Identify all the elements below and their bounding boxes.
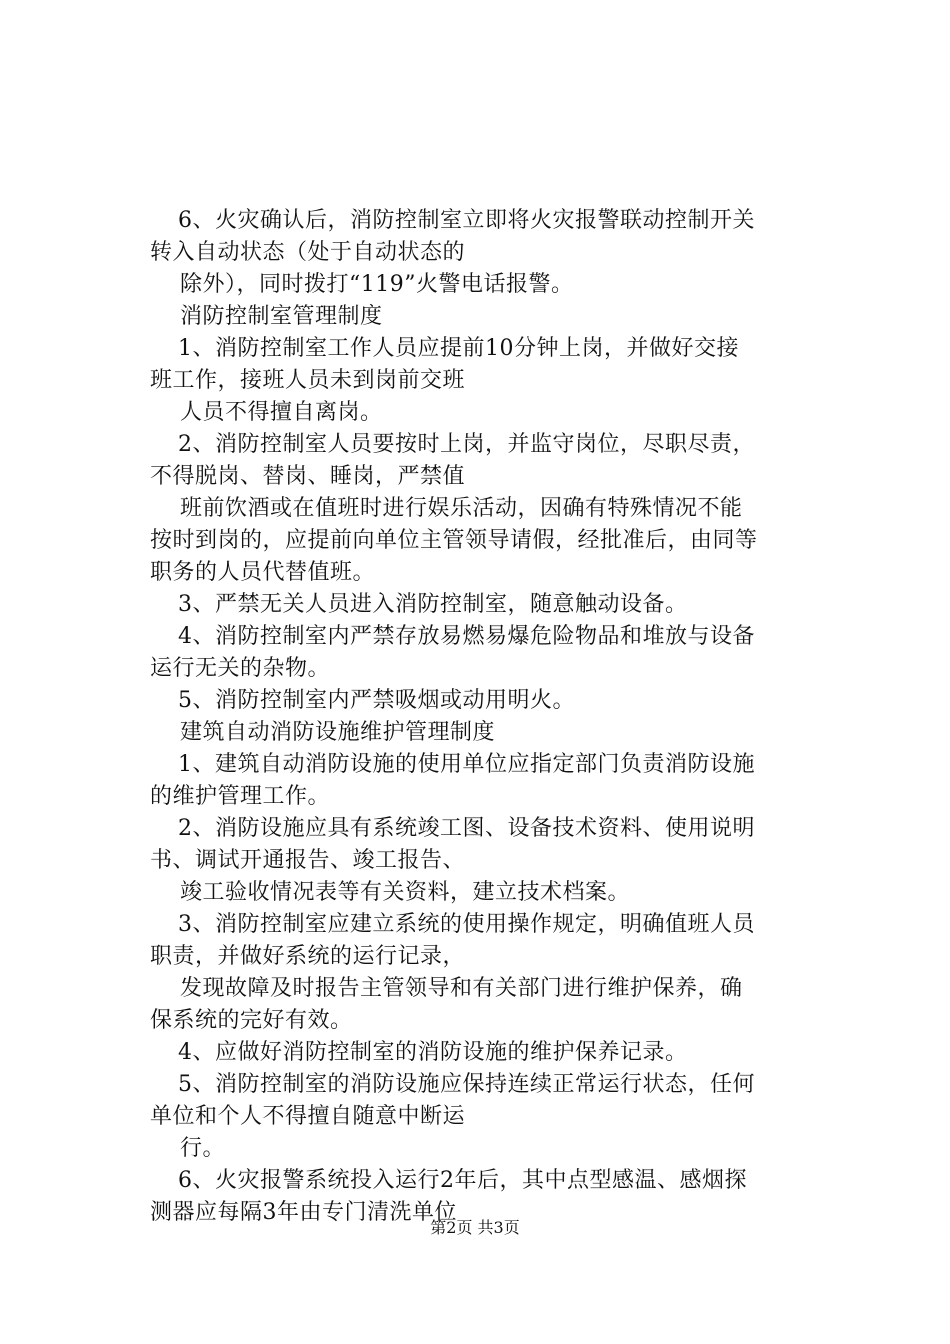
page-footer: 第2页 共3页 xyxy=(430,1218,520,1237)
text-line: 保系统的完好有效。 xyxy=(150,1008,353,1033)
text-line: 发现故障及时报告主管领导和有关部门进行维护保养，确 xyxy=(180,976,743,1001)
text-line: 消防控制室管理制度 xyxy=(180,304,383,329)
text-line: 3、消防控制室应建立系统的使用操作规定，明确值班人员 xyxy=(178,912,755,937)
text-line: 的维护管理工作。 xyxy=(150,784,331,809)
text-line: 2、消防设施应具有系统竣工图、设备技术资料、使用说明 xyxy=(178,816,755,841)
text-line: 职责，并做好系统的运行记录， xyxy=(150,944,466,969)
text-line: 书、调试开通报告、竣工报告、 xyxy=(150,848,466,873)
text-line: 1、消防控制室工作人员应提前10分钟上岗，并做好交接 xyxy=(178,336,739,361)
text-line: 2、消防控制室人员要按时上岗，并监守岗位，尽职尽责， xyxy=(178,432,755,457)
document-body xyxy=(150,205,830,1229)
text-line: 人员不得擅自离岗。 xyxy=(180,400,383,425)
text-line: 4、消防控制室内严禁存放易燃易爆危险物品和堆放与设备 xyxy=(178,624,755,649)
text-line: 不得脱岗、替岗、睡岗，严禁值 xyxy=(150,464,466,489)
text-line: 建筑自动消防设施维护管理制度 xyxy=(180,720,496,745)
text-line: 5、消防控制室内严禁吸烟或动用明火。 xyxy=(178,688,575,713)
text-line: 测器应每隔3年由专门清洗单位 xyxy=(150,1200,457,1225)
text-line: 班前饮酒或在值班时进行娱乐活动，因确有特殊情况不能 xyxy=(180,496,743,521)
text-line: 班工作，接班人员未到岗前交班 xyxy=(150,368,466,393)
text-line: 转入自动状态（处于自动状态的 xyxy=(150,240,466,265)
text-line: 行。 xyxy=(180,1136,226,1161)
text-line: 4、应做好消防控制室的消防设施的维护保养记录。 xyxy=(178,1040,688,1065)
text-line: 运行无关的杂物。 xyxy=(150,656,331,681)
text-line: 6、火灾确认后，消防控制室立即将火灾报警联动控制开关 xyxy=(178,208,755,233)
text-line: 5、消防控制室的消防设施应保持连续正常运行状态，任何 xyxy=(178,1072,755,1097)
text-line: 单位和个人不得擅自随意中断运 xyxy=(150,1104,466,1129)
text-line: 除外），同时拨打“119”火警电话报警。 xyxy=(180,272,574,297)
text-line: 职务的人员代替值班。 xyxy=(150,560,376,585)
text-line: 6、火灾报警系统投入运行2年后，其中点型感温、感烟探 xyxy=(178,1168,747,1193)
text-line: 按时到岗的，应提前向单位主管领导请假，经批准后，由同等 xyxy=(150,528,758,553)
text-line: 3、严禁无关人员进入消防控制室，随意触动设备。 xyxy=(178,592,688,617)
text-line: 竣工验收情况表等有关资料，建立技术档案。 xyxy=(180,880,631,905)
text-line: 1、建筑自动消防设施的使用单位应指定部门负责消防设施 xyxy=(178,752,755,777)
